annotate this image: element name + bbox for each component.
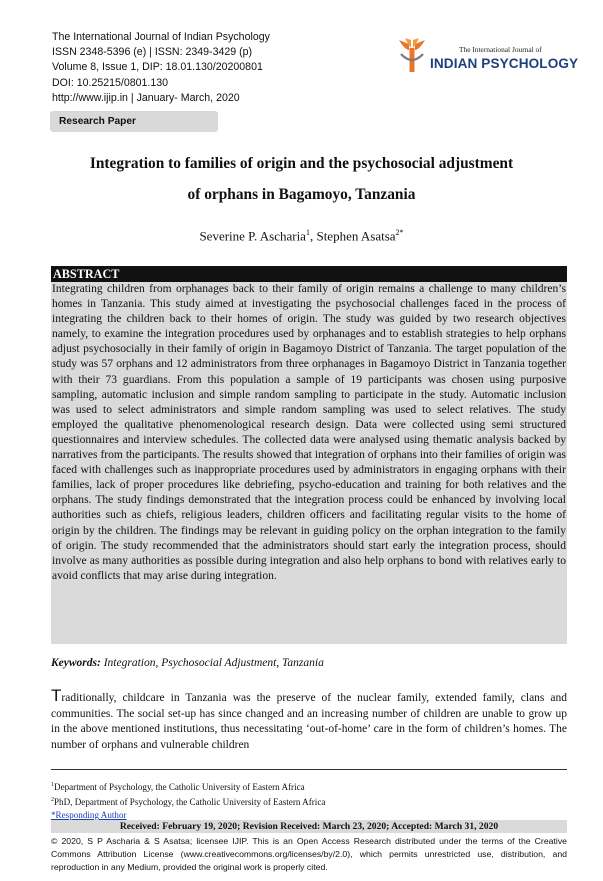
footnotes [51,769,567,822]
paper-type-badge: Research Paper [50,111,218,132]
footnote-2-mark: 2 [51,797,54,804]
intro-text: raditionally, childcare in Tanzania was the preserve of the nuclear family, extended family, clans and communities. The social set-up has since changed and an increasing number of children are unable to grow up in the above mentioned institutions, thus necessitating ‘out-of-home’ care in the form of children’s homes. The number of orphans and vulnerable children [51,692,567,751]
footnote-1 [51,779,567,794]
footnote-2 [51,794,567,809]
introduction [51,688,567,753]
author-2-affiliation: 2* [395,228,404,237]
logo-top-text: The International Journal of [459,45,542,54]
journal-name: The International Journal of Indian Psychology [52,31,270,43]
url-date: http://www.ijip.in | January- March, 2020 [52,91,240,104]
footnote-2-text: PhD, Department of Psychology, the Catholic University of Eastern Africa [54,797,326,808]
intro-paragraph [51,688,567,753]
logo-main-text: INDIAN PSYCHOLOGY [430,56,579,71]
issn: ISSN 2348-5396 (e) | ISSN: 2349-3429 (p) [52,46,253,59]
author-separator: , [309,228,317,244]
doi: DOI: 10.25215/0801.130 [52,76,169,89]
abstract-heading: ABSTRACT [51,266,567,282]
author-2: Stephen Asatsa [316,228,396,244]
journal-header [52,30,312,106]
drop-cap: T [51,686,62,705]
footnote-1-text: Department of Psychology, the Catholic University of Eastern Africa [54,782,305,793]
abstract-text: Integrating children from orphanages back to their family of origin remains a challenge to many children’s homes in Tanzania. This study aimed at investigating the psychosocial challenges faced in the process of integrating the children back to their homes of origin. The study was guided by two research objectives namely, to examine the integration procedures used by orphanages and to establish strategies to help orphans adjust psychosocially in their family of origin in Bagamoyo District of Tanzania. The target population of the study was 57 orphans and 12 administrators from three orphanages in Bagamoyo District in Tanzania together with their 73 guardians. From this population a sample of 19 participants was chosen using purposive sampling, automatic inclusion and simple random sampling to participate in the study. Automatic inclusion was used to select administrators and simple random sampling was used to select relatives. The study employed the qualitative phenomenological research design. Data were collected using semi structured questionnaires and interview schedules. The collected data were analysed using thematic analysis backed by narratives from the participants. The results showed that integration of orphans into their families of origin was faced with challenges such as inappropriate procedures used by administrators in engaging orphans with their families, lack of proper procedures like debriefing, psycho-education and training for both relatives and the orphans. The study findings demonstrated that the integration process could be enhanced by involving local authorities such as chiefs, religious leaders, children officers and facilitating regular visits to the home of origin by the children. The findings may be relevant in guiding policy on the orphan integration to the family of origin. The study recommended that the administrators should start early the integration process, should involve as many authorities as possible during integration and also help orphans to bond with relatives early to avoid conflicts that may arise during integration. [52,283,566,582]
logo-emblem [399,38,425,72]
received-dates: Received: February 19, 2020; Revision Received: March 23, 2020; Accepted: March 31, 2020 [51,820,567,833]
responding-author-link[interactable]: *Responding Author [51,810,127,821]
paper-title-line-2: of orphans in Bagamoyo, Tanzania [187,186,416,203]
paper-title-line-1: Integration to families of origin and the psychosocial adjustment [89,155,514,172]
author-1-affiliation: 1 [305,228,310,237]
keywords [51,657,324,669]
keywords-values: Integration, Psychosocial Adjustment, Tanzania [100,657,324,669]
footnote-1-mark: 1 [51,782,54,788]
author-1: Severine P. Ascharia [199,228,306,244]
abstract-box [51,282,567,644]
volume-issue: Volume 8, Issue 1, DIP: 18.01.130/20200801 [52,61,263,74]
license-notice: © 2020, S P Ascharia & S Asatsa; licensee IJIP. This is an Open Access Research distributed under the terms of the Creative Commons Attribution License (www.creativecommons.org/licenses/by/2.0), which permits unrestricted use, distribution, and reproduction in any Medium, provided the original work is properly cited. [51,836,567,872]
keywords-label: Keywords: [51,657,101,669]
authors [30,228,573,244]
